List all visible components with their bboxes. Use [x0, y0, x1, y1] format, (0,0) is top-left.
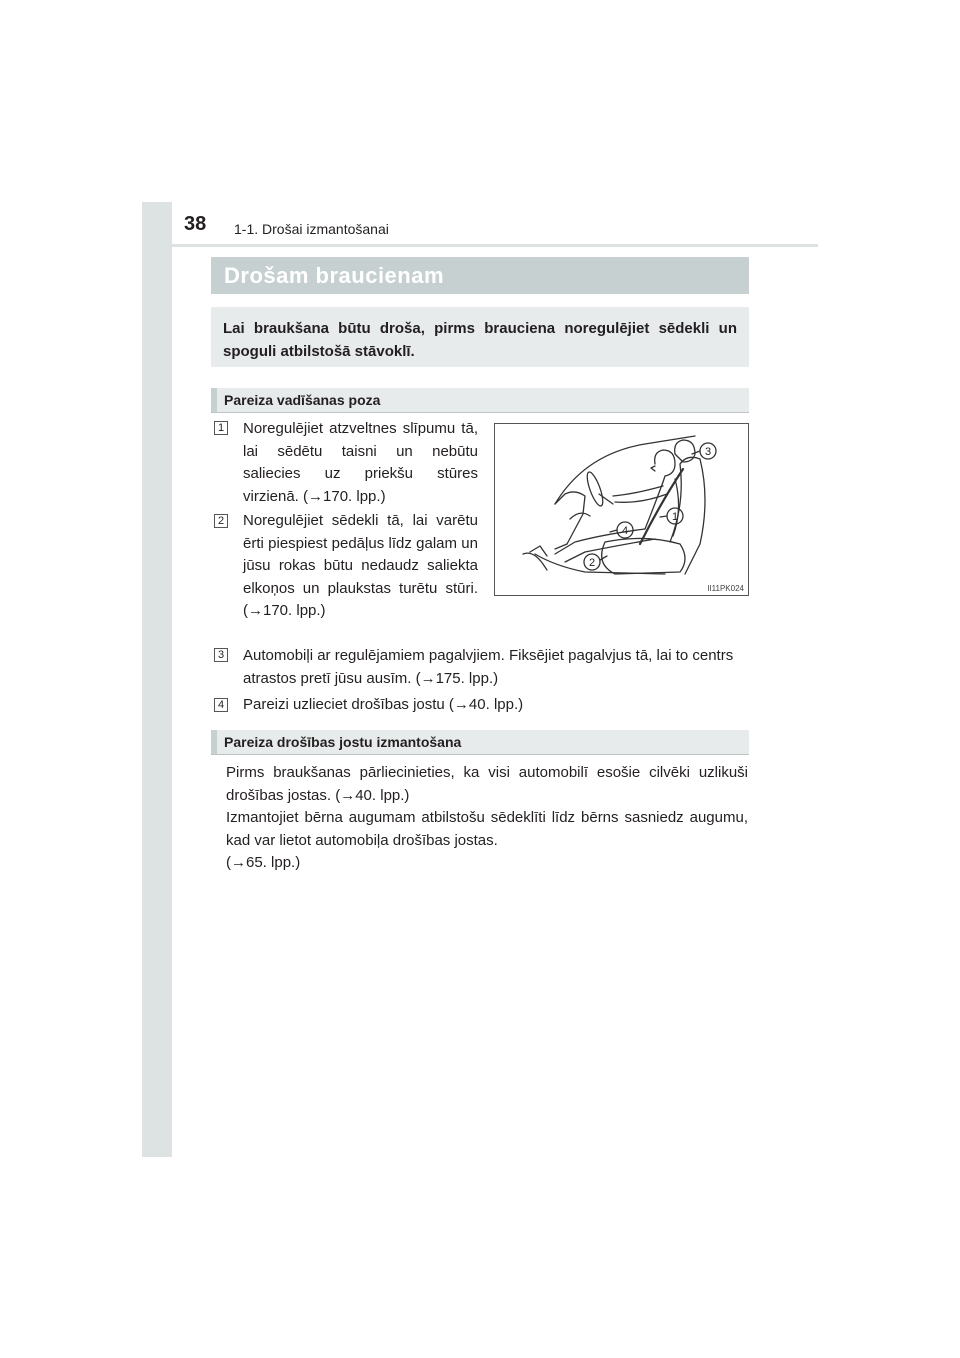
subsection-heading-posture	[211, 388, 749, 413]
illustration-code: II11PK024	[707, 584, 744, 593]
paragraph-seatbelts: Pirms braukšanas pārliecinieties, ka visi automobilī esošie cilvēki uzlikuši drošības jostas. (→40. lpp.)	[226, 764, 748, 804]
callout-1: 1	[671, 511, 679, 523]
subsection-title: Pareiza vadīšanas poza	[224, 392, 381, 408]
paragraph-reference: (→65. lpp.)	[226, 854, 301, 871]
callout-2: 2	[588, 557, 596, 569]
item-number-badge: 3	[214, 648, 228, 662]
subsection-title: Pareiza drošības jostu izmantošana	[224, 734, 462, 750]
list-item-seatbelt: Pareizi uzlieciet drošības jostu (→40. lpp.)	[243, 696, 524, 713]
section-banner	[211, 257, 749, 294]
breadcrumb: 1-1. Drošai izmantošanai	[234, 221, 389, 237]
driving-posture-illustration	[494, 423, 749, 596]
list-item-seat: Noregulējiet sēdekli tā, lai varētu ērti piespiest pedāļus līdz galam un jūsu rokas būtu nedaudz saliekta elkoņos un plaukstas turētu stūri. (→170. lpp.)	[243, 512, 478, 619]
list-item-headrest: Automobiļi ar regulējamiem pagalvjiem. Fiksējiet pagalvjus tā, lai to centrs atrastos pretī jūsu ausīm. (→175. lpp.)	[243, 647, 734, 687]
paragraph-child-seat: Izmantojiet bērna augumam atbilstošu sēdeklīti līdz bērns sasniedz augumu, kad var lietot automobiļa drošības jostas.	[226, 809, 748, 849]
driver-seat-drawing	[495, 424, 748, 595]
callout-3: 3	[704, 446, 712, 458]
subhead-accent-bar	[211, 388, 217, 412]
callout-4: 4	[621, 525, 629, 537]
intro-text: Lai braukšana būtu droša, pirms brauciena noregulējiet sēdekli un spoguli atbilstošā stāvoklī.	[223, 320, 737, 360]
item-number-badge: 2	[214, 514, 228, 528]
header-rule	[172, 244, 818, 247]
subsection-heading-seatbelts	[211, 730, 749, 755]
side-strip	[142, 202, 172, 1157]
section-title: Drošam braucienam	[224, 263, 445, 288]
item-number-badge: 1	[214, 421, 228, 435]
item-number-badge: 4	[214, 698, 228, 712]
subhead-accent-bar	[211, 730, 217, 754]
intro-box	[211, 307, 749, 367]
list-item-seatback: Noregulējiet atzveltnes slīpumu tā, lai sēdētu taisni un nebūtu saliecies uz priekšu stūres virzienā. (→170. lpp.)	[243, 420, 478, 505]
page-number: 38	[184, 213, 207, 235]
